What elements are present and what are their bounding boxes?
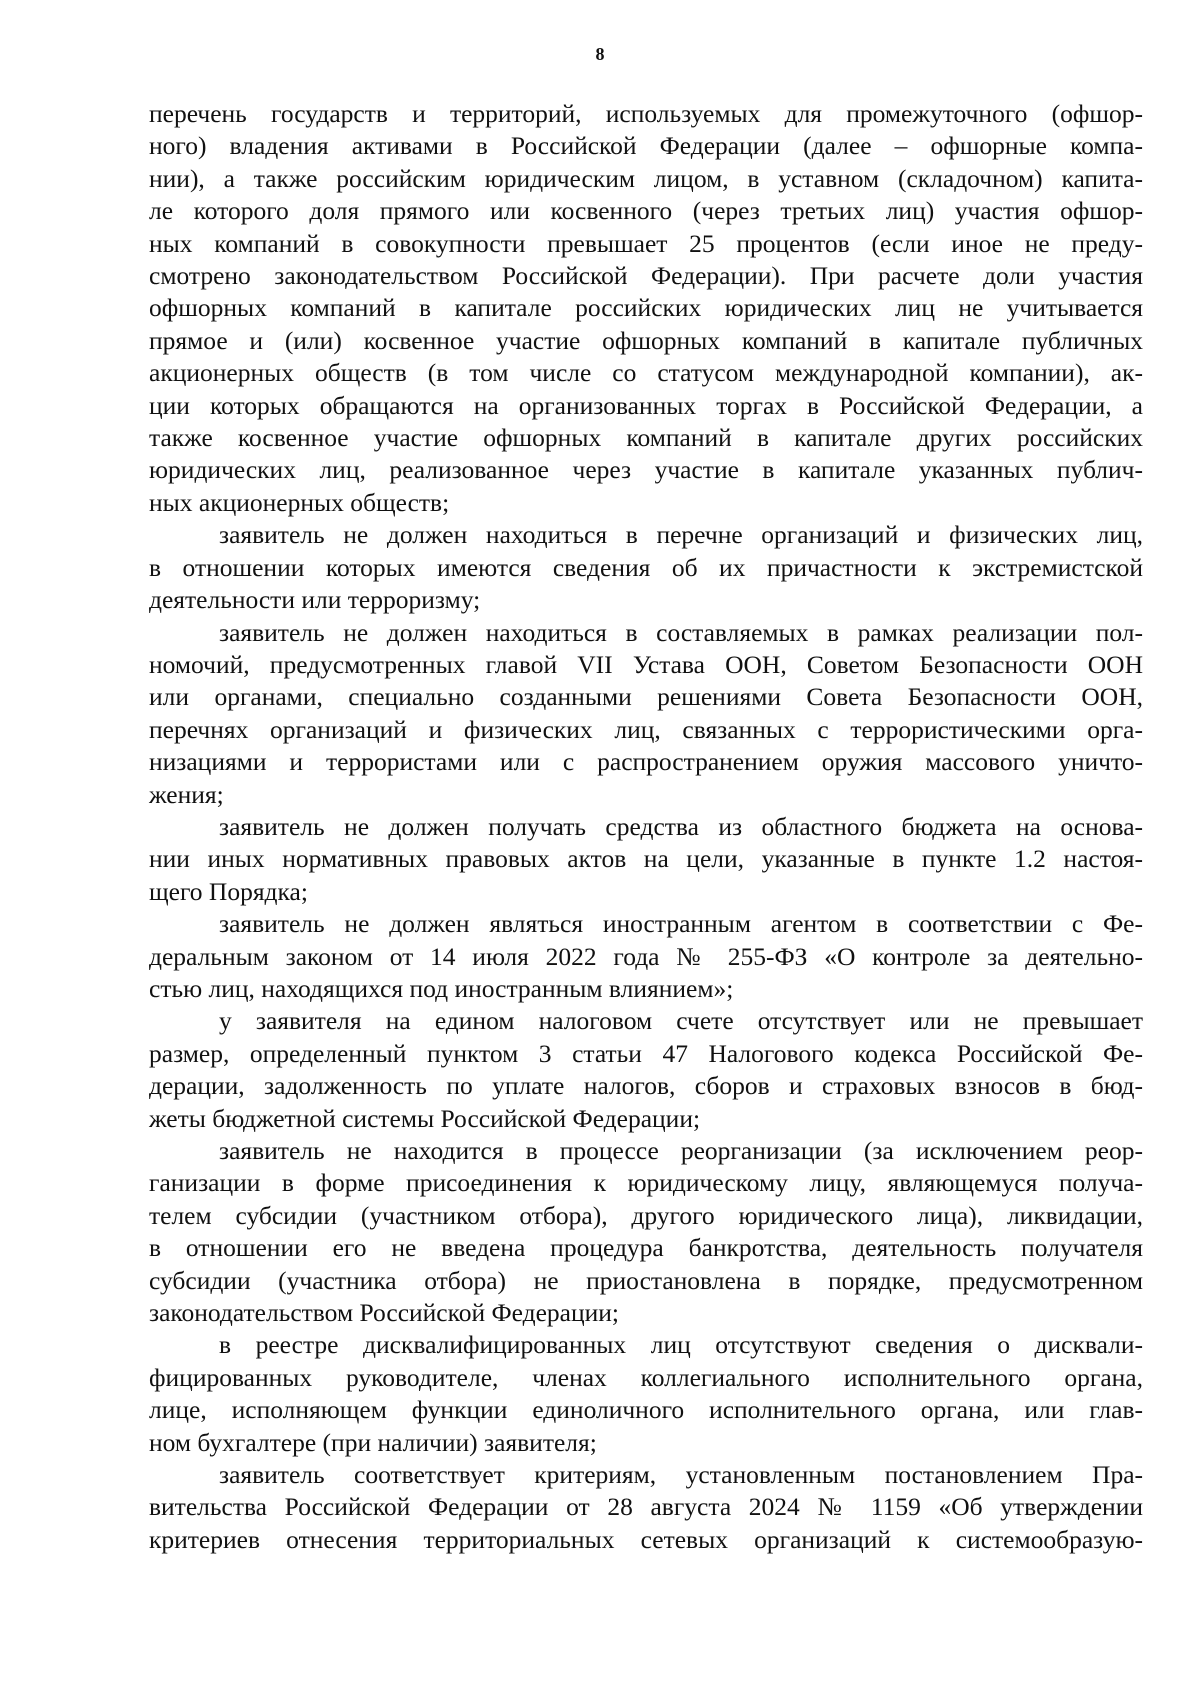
- text-line: акционерных обществ (в том числе со статусом международной компании), ак-: [149, 358, 1143, 388]
- text-line: щего Порядка;: [149, 876, 308, 906]
- text-line: стью лиц, находящихся под иностранным влиянием»;: [149, 973, 734, 1003]
- text-line: деральным законом от 14 июля 2022 года № 255-ФЗ «О контроле за деятельно-: [149, 941, 1143, 971]
- text-line: вительства Российской Федерации от 28 августа 2024 № 1159 «Об утверждении: [149, 1492, 1143, 1522]
- text-line: перечень государств и территорий, используемых для промежуточного (офшор-: [149, 99, 1143, 128]
- text-line: телем субсидии (участником отбора), другого юридического лица), ликвидации,: [149, 1200, 1143, 1230]
- page-number: 8: [595, 44, 605, 64]
- paragraph: [149, 1459, 1143, 1556]
- text-line: заявитель соответствует критериям, установленным постановлением Пра-: [219, 1460, 1143, 1490]
- paragraph: [149, 1329, 1143, 1459]
- text-line: или органами, специально созданными решениями Совета Безопасности ООН,: [149, 682, 1143, 712]
- text-line: также косвенное участие офшорных компаний в капитале других российских: [149, 423, 1143, 453]
- text-line: субсидии (участника отбора) не приостановлена в порядке, предусмотренном: [149, 1265, 1143, 1295]
- paragraph: [149, 519, 1143, 616]
- text-line: ции которых обращаются на организованных торгах в Российской Федерации, а: [149, 390, 1143, 420]
- text-line: прямое и (или) косвенное участие офшорных компаний в капитале публичных: [149, 325, 1143, 355]
- paragraph: [149, 908, 1143, 1005]
- text-line: офшорных компаний в капитале российских юридических лиц не учитывается: [149, 293, 1143, 323]
- text-line: номочий, предусмотренных главой VII Устава ООН, Советом Безопасности ООН: [149, 649, 1143, 679]
- document-body: [149, 98, 1143, 1556]
- text-line: юридических лиц, реализованное через участие в капитале указанных публич-: [149, 455, 1143, 485]
- text-line: в отношении которых имеются сведения об их причастности к экстремистской: [149, 552, 1143, 582]
- text-line: низациями и террористами или с распространением оружия массового уничто-: [149, 747, 1143, 777]
- text-line: ном бухгалтере (при наличии) заявителя;: [149, 1427, 597, 1457]
- text-line: жения;: [149, 779, 224, 809]
- text-line: заявитель не находится в процессе реорганизации (за исключением реор-: [219, 1136, 1143, 1165]
- text-line: заявитель не должен находиться в составляемых в рамках реализации пол-: [219, 617, 1143, 647]
- text-line: лице, исполняющем функции единоличного исполнительного органа, или глав-: [149, 1395, 1143, 1425]
- text-line: ных компаний в совокупности превышает 25 процентов (если иное не преду-: [149, 228, 1143, 258]
- text-line: законодательством Российской Федерации;: [149, 1298, 620, 1328]
- text-line: дерации, задолженность по уплате налогов, сборов и страховых взносов в бюд-: [149, 1071, 1143, 1101]
- text-line: критериев отнесения территориальных сетевых организаций к системообразую-: [149, 1524, 1143, 1554]
- text-line: ного) владения активами в Российской Федерации (далее – офшорные компа-: [149, 131, 1143, 161]
- text-line: у заявителя на едином налоговом счете отсутствует или не превышает: [219, 1006, 1143, 1036]
- text-line: ле которого доля прямого или косвенного (через третьих лиц) участия офшор-: [149, 196, 1143, 226]
- text-line: заявитель не должен являться иностранным агентом в соответствии с Фе-: [219, 909, 1143, 939]
- text-line: жеты бюджетной системы Российской Федерации;: [149, 1103, 701, 1133]
- text-line: фицированных руководителе, членах коллегиального исполнительного органа,: [149, 1362, 1143, 1392]
- paragraph: [149, 811, 1143, 908]
- text-line: заявитель не должен находиться в перечне организаций и физических лиц,: [219, 520, 1143, 550]
- text-line: смотрено законодательством Российской Федерации). При расчете доли участия: [149, 261, 1143, 291]
- text-line: ганизации в форме присоединения к юридическому лицу, являющемуся получа-: [149, 1168, 1143, 1198]
- text-line: размер, определенный пунктом 3 статьи 47 Налогового кодекса Российской Фе-: [149, 1038, 1143, 1068]
- text-line: ных акционерных обществ;: [149, 487, 450, 517]
- text-line: в отношении его не введена процедура банкротства, деятельность получателя: [149, 1233, 1143, 1263]
- paragraph: [149, 1005, 1143, 1135]
- text-line: перечнях организаций и физических лиц, связанных с террористическими орга-: [149, 714, 1143, 744]
- text-line: деятельности или терроризму;: [149, 585, 481, 615]
- text-line: в реестре дисквалифицированных лиц отсутствуют сведения о дисквали-: [219, 1330, 1143, 1360]
- text-line: нии), а также российским юридическим лицом, в уставном (складочном) капита-: [149, 163, 1143, 193]
- text-line: заявитель не должен получать средства из областного бюджета на основа-: [219, 811, 1143, 841]
- paragraph: [149, 1135, 1143, 1329]
- text-line: нии иных нормативных правовых актов на цели, указанные в пункте 1.2 настоя-: [149, 844, 1143, 874]
- paragraph: [149, 617, 1143, 811]
- paragraph: [149, 98, 1143, 519]
